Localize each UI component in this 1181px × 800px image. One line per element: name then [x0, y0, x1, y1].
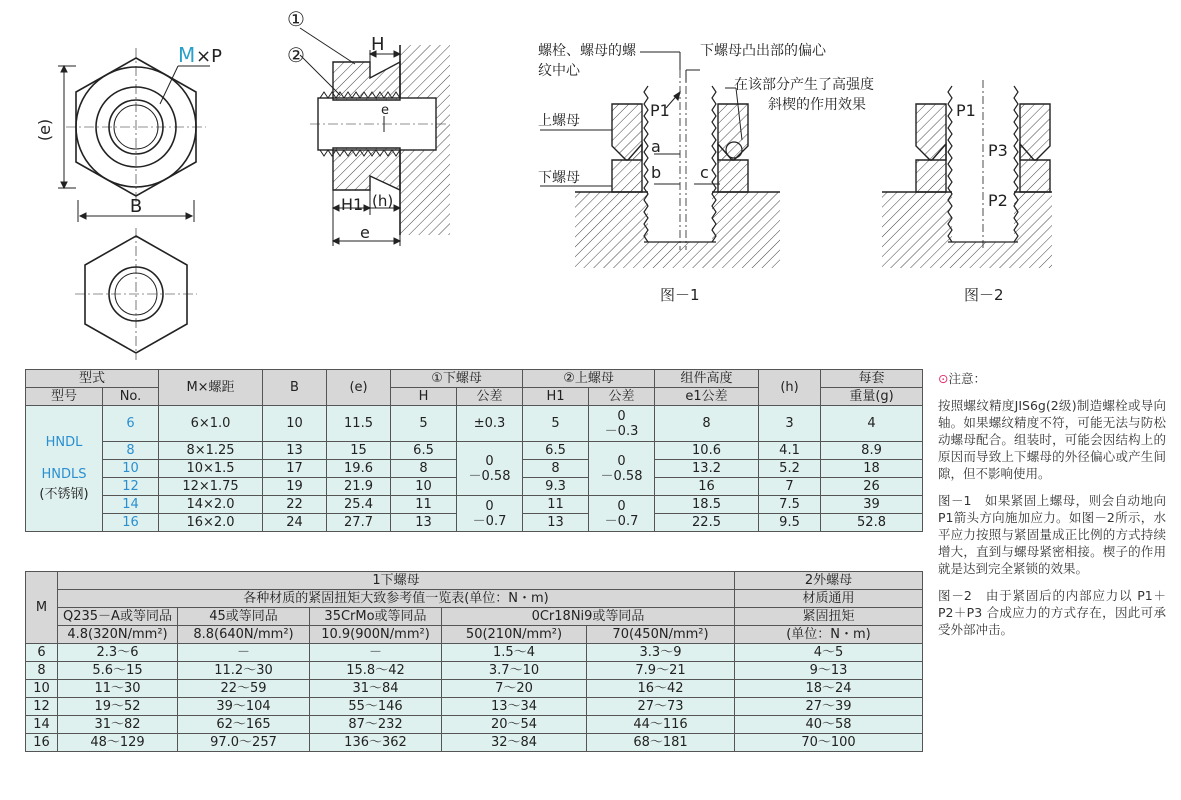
row-e: 21.9 [327, 478, 391, 496]
fig2-p1: P1 [956, 101, 976, 120]
cell-g70: 44～116 [587, 716, 735, 734]
model-hndl: HNDL [45, 434, 83, 450]
row-b: 19 [263, 478, 327, 496]
cell-g70: 16～42 [587, 680, 735, 698]
cell-q235: 48～129 [58, 734, 178, 752]
row-e: 27.7 [327, 514, 391, 532]
tol-upper-g3: 0 －0.7 [589, 496, 655, 532]
row-b: 13 [263, 442, 327, 460]
row-h1: 8 [523, 460, 589, 478]
hdr-H: H [391, 388, 457, 406]
row-mxp: 14×2.0 [159, 496, 263, 514]
cell-outer: 9～13 [735, 662, 923, 680]
cell-crmo: 87～232 [310, 716, 442, 734]
dim-e-label: (e) [35, 118, 54, 142]
row-weight: 52.8 [821, 514, 923, 532]
cell-crmo: 15.8～42 [310, 662, 442, 680]
cell-outer: 27～39 [735, 698, 923, 716]
hdr-b: B [263, 370, 327, 406]
row-weight: 8.9 [821, 442, 923, 460]
row-h: 13 [391, 514, 457, 532]
cell-g50: 1.5～4 [442, 644, 587, 662]
cell-g70: 3.3～9 [587, 644, 735, 662]
table-row [26, 734, 923, 752]
row-no: 10 [103, 460, 159, 478]
hdr-no: No. [103, 388, 159, 406]
fig1-label-upper-nut: 上螺母 [538, 113, 580, 129]
row-weight: 26 [821, 478, 923, 496]
cell-s45: 62～165 [178, 716, 310, 734]
cell-outer: 40～58 [735, 716, 923, 734]
hdr-assembly-height: 组件高度 [655, 370, 759, 388]
dimensions-table [25, 369, 923, 532]
table-row [26, 698, 923, 716]
row-h: 8 [391, 460, 457, 478]
cell-outer: 18～24 [735, 680, 923, 698]
row-h-paren: 9.5 [759, 514, 821, 532]
hdr-s45: 45或等同品 [178, 608, 310, 626]
cell-g50: 20～54 [442, 716, 587, 734]
row-mxp: 16×2.0 [159, 514, 263, 532]
row-mxp: 10×1.5 [159, 460, 263, 478]
cell-s45: 97.0～257 [178, 734, 310, 752]
dim-h1-label: H1 [341, 195, 364, 214]
warning-icon: ⊙ [938, 371, 949, 386]
row-h: 5 [391, 406, 457, 442]
model-cell [26, 406, 103, 532]
fig2-p3: P3 [988, 141, 1008, 160]
fig1-b: b [651, 163, 662, 182]
fig2-caption: 图－2 [964, 286, 1004, 304]
hdr-crmo: 35CrMo或等同品 [310, 608, 442, 626]
row-b: 22 [263, 496, 327, 514]
row-h-paren: 5.2 [759, 460, 821, 478]
fig1-label-eccentric: 下螺母凸出部的偏心 [700, 43, 826, 59]
mp-label-m: M [178, 43, 196, 67]
hdr-H1: H1 [523, 388, 589, 406]
row-e1: 22.5 [655, 514, 759, 532]
cell-q235: 19～52 [58, 698, 178, 716]
row-h-paren: 4.1 [759, 442, 821, 460]
hdr-weight-1: 每套 [821, 370, 923, 388]
row-mxp: 8×1.25 [159, 442, 263, 460]
hdr-q235: Q235－A或等同品 [58, 608, 178, 626]
row-e: 19.6 [327, 460, 391, 478]
cell-s45: 39～104 [178, 698, 310, 716]
table-row [26, 716, 923, 734]
mp-label-rest: ×P [196, 46, 222, 67]
row-no: 8 [103, 442, 159, 460]
cell-m: 12 [26, 698, 58, 716]
hdr-upper-nut: ②上螺母 [523, 370, 655, 388]
row-h1: 13 [523, 514, 589, 532]
row-e1: 10.6 [655, 442, 759, 460]
callout-2: ② [287, 43, 305, 67]
cell-crmo: 31～84 [310, 680, 442, 698]
dim-e-small-label: e [381, 103, 389, 118]
fig1-a: a [651, 137, 661, 156]
cell-outer: 4～5 [735, 644, 923, 662]
hdr-g88: 8.8(640N/mm²) [178, 626, 310, 644]
row-h-paren: 7.5 [759, 496, 821, 514]
fig1-c: c [700, 163, 709, 182]
hdr-mxp: M×螺距 [159, 370, 263, 406]
cell-q235: 5.6～15 [58, 662, 178, 680]
dim-h-label: H [371, 34, 385, 55]
fig1-label-wedge-line2: 斜楔的作用效果 [768, 97, 866, 113]
row-h1: 9.3 [523, 478, 589, 496]
cell-g50: 7～20 [442, 680, 587, 698]
row-h: 6.5 [391, 442, 457, 460]
row-b: 10 [263, 406, 327, 442]
hdr-e: (e) [327, 370, 391, 406]
hdr-tol-2: 公差 [589, 388, 655, 406]
hdr-m: M [26, 572, 58, 644]
cell-m: 16 [26, 734, 58, 752]
hdr-common: 材质通用 [735, 590, 923, 608]
row-b: 24 [263, 514, 327, 532]
hdr-g70: 70(450N/mm²) [587, 626, 735, 644]
note-panel [938, 370, 1166, 648]
cell-s45: 22～59 [178, 680, 310, 698]
row-weight: 39 [821, 496, 923, 514]
cell-g50: 32～84 [442, 734, 587, 752]
hex-nut-front-view [66, 48, 206, 206]
cell-s45: 11.2～30 [178, 662, 310, 680]
hdr-ref-title: 各种材质的紧固扭矩大致参考值一览表(单位：N・m) [58, 590, 735, 608]
row-no: 14 [103, 496, 159, 514]
note-paragraph-2: 图－1 如果紧固上螺母，则会自动地向P1箭头方向施加应力。如图－2所示，水平应力按照与紧固量成正比例的方式持续增大，直到与螺母紧密相接。楔子的作用就是达到完全紧锁的效果。 [938, 493, 1166, 576]
hdr-h: (h) [759, 370, 821, 406]
hdr-tol-1: 公差 [457, 388, 523, 406]
row-no: 12 [103, 478, 159, 496]
model-stainless: (不锈钢) [39, 486, 89, 502]
cell-g50: 3.7～10 [442, 662, 587, 680]
row-h1: 11 [523, 496, 589, 514]
hdr-torque: 紧固扭矩 [735, 608, 923, 626]
row-e1: 16 [655, 478, 759, 496]
hdr-outer-nut: 2外螺母 [735, 572, 923, 590]
cell-crmo: － [310, 644, 442, 662]
fig1-label-wedge-line1: 在该部分产生了高强度 [734, 77, 874, 93]
callout-1: ① [287, 7, 305, 31]
table-row [26, 644, 923, 662]
hex-nut-bottom-view [75, 228, 197, 360]
row-b: 17 [263, 460, 327, 478]
table-row [26, 662, 923, 680]
cell-crmo: 55～146 [310, 698, 442, 716]
note-paragraph-1: 按照螺纹精度JIS6g(2级)制造螺栓或导向轴。如果螺纹精度不符，可能无法与防松动螺母配合。组装时，可能会因结构上的原因而导致上下螺母的外径偏心或产生间隙，但不影响使用。 [938, 398, 1166, 481]
cell-q235: 11～30 [58, 680, 178, 698]
hdr-lower-nut: 1下螺母 [58, 572, 735, 590]
tol-lower-g2: 0 －0.58 [457, 442, 523, 496]
cell-g50: 13～34 [442, 698, 587, 716]
row-h-paren: 3 [759, 406, 821, 442]
row-mxp: 12×1.75 [159, 478, 263, 496]
cell-g70: 27～73 [587, 698, 735, 716]
fig1-label-thread-center-line1: 螺栓、螺母的螺 [538, 43, 636, 59]
row-h1: 5 [523, 406, 589, 442]
hdr-g109: 10.9(900N/mm²) [310, 626, 442, 644]
cell-s45: － [178, 644, 310, 662]
hdr-g48: 4.8(320N/mm²) [58, 626, 178, 644]
dim-h-paren-label: (h) [372, 192, 394, 210]
row-h: 11 [391, 496, 457, 514]
dim-b-label: B [129, 196, 143, 217]
table-row [26, 680, 923, 698]
note-paragraph-3: 图－2 由于紧固后的内部应力以 P1＋P2＋P3 合成应力的方式存在，因此可承受外部冲击。 [938, 588, 1166, 637]
row-no: 6 [103, 406, 159, 442]
tol-upper-g2: 0 －0.58 [589, 442, 655, 496]
note-title: ⊙注意： [938, 371, 986, 386]
cell-g70: 68～181 [587, 734, 735, 752]
cell-m: 8 [26, 662, 58, 680]
cell-m: 10 [26, 680, 58, 698]
cell-q235: 2.3～6 [58, 644, 178, 662]
hdr-weight-2: 重量(g) [821, 388, 923, 406]
cell-q235: 31～82 [58, 716, 178, 734]
hdr-g50: 50(210N/mm²) [442, 626, 587, 644]
row-e: 15 [327, 442, 391, 460]
fig2-p2: P2 [988, 191, 1008, 210]
row-h: 10 [391, 478, 457, 496]
hdr-lower-nut: ①下螺母 [391, 370, 523, 388]
row-no: 16 [103, 514, 159, 532]
tol-lower-g3: 0 －0.7 [457, 496, 523, 532]
technical-drawings [0, 0, 1181, 360]
tol-upper-g1: 0 －0.3 [589, 406, 655, 442]
cell-g70: 7.9～21 [587, 662, 735, 680]
row-e1: 8 [655, 406, 759, 442]
row-h-paren: 7 [759, 478, 821, 496]
row-e: 11.5 [327, 406, 391, 442]
cell-crmo: 136～362 [310, 734, 442, 752]
cell-m: 6 [26, 644, 58, 662]
hdr-unit: (单位：N・m) [735, 626, 923, 644]
fig1-p1: P1 [650, 101, 670, 120]
hdr-sus: 0Cr18Ni9或等同品 [442, 608, 735, 626]
dim-e-bottom-label: e [360, 223, 370, 242]
row-e: 25.4 [327, 496, 391, 514]
fig1-label-lower-nut: 下螺母 [538, 170, 580, 186]
fig1-caption: 图－1 [660, 286, 700, 304]
row-e1: 13.2 [655, 460, 759, 478]
hdr-type: 型式 [26, 370, 159, 388]
row-mxp: 6×1.0 [159, 406, 263, 442]
row-weight: 4 [821, 406, 923, 442]
cell-outer: 70～100 [735, 734, 923, 752]
row-e1: 18.5 [655, 496, 759, 514]
hdr-e1-tol: e1公差 [655, 388, 759, 406]
fig1-label-thread-center-line2: 纹中心 [538, 63, 580, 79]
row-weight: 18 [821, 460, 923, 478]
model-hndls: HNDLS [41, 466, 87, 482]
row-h1: 6.5 [523, 442, 589, 460]
tol-lower-g1: ±0.3 [457, 406, 523, 442]
torque-table [25, 571, 923, 752]
hdr-model: 型号 [26, 388, 103, 406]
cell-m: 14 [26, 716, 58, 734]
